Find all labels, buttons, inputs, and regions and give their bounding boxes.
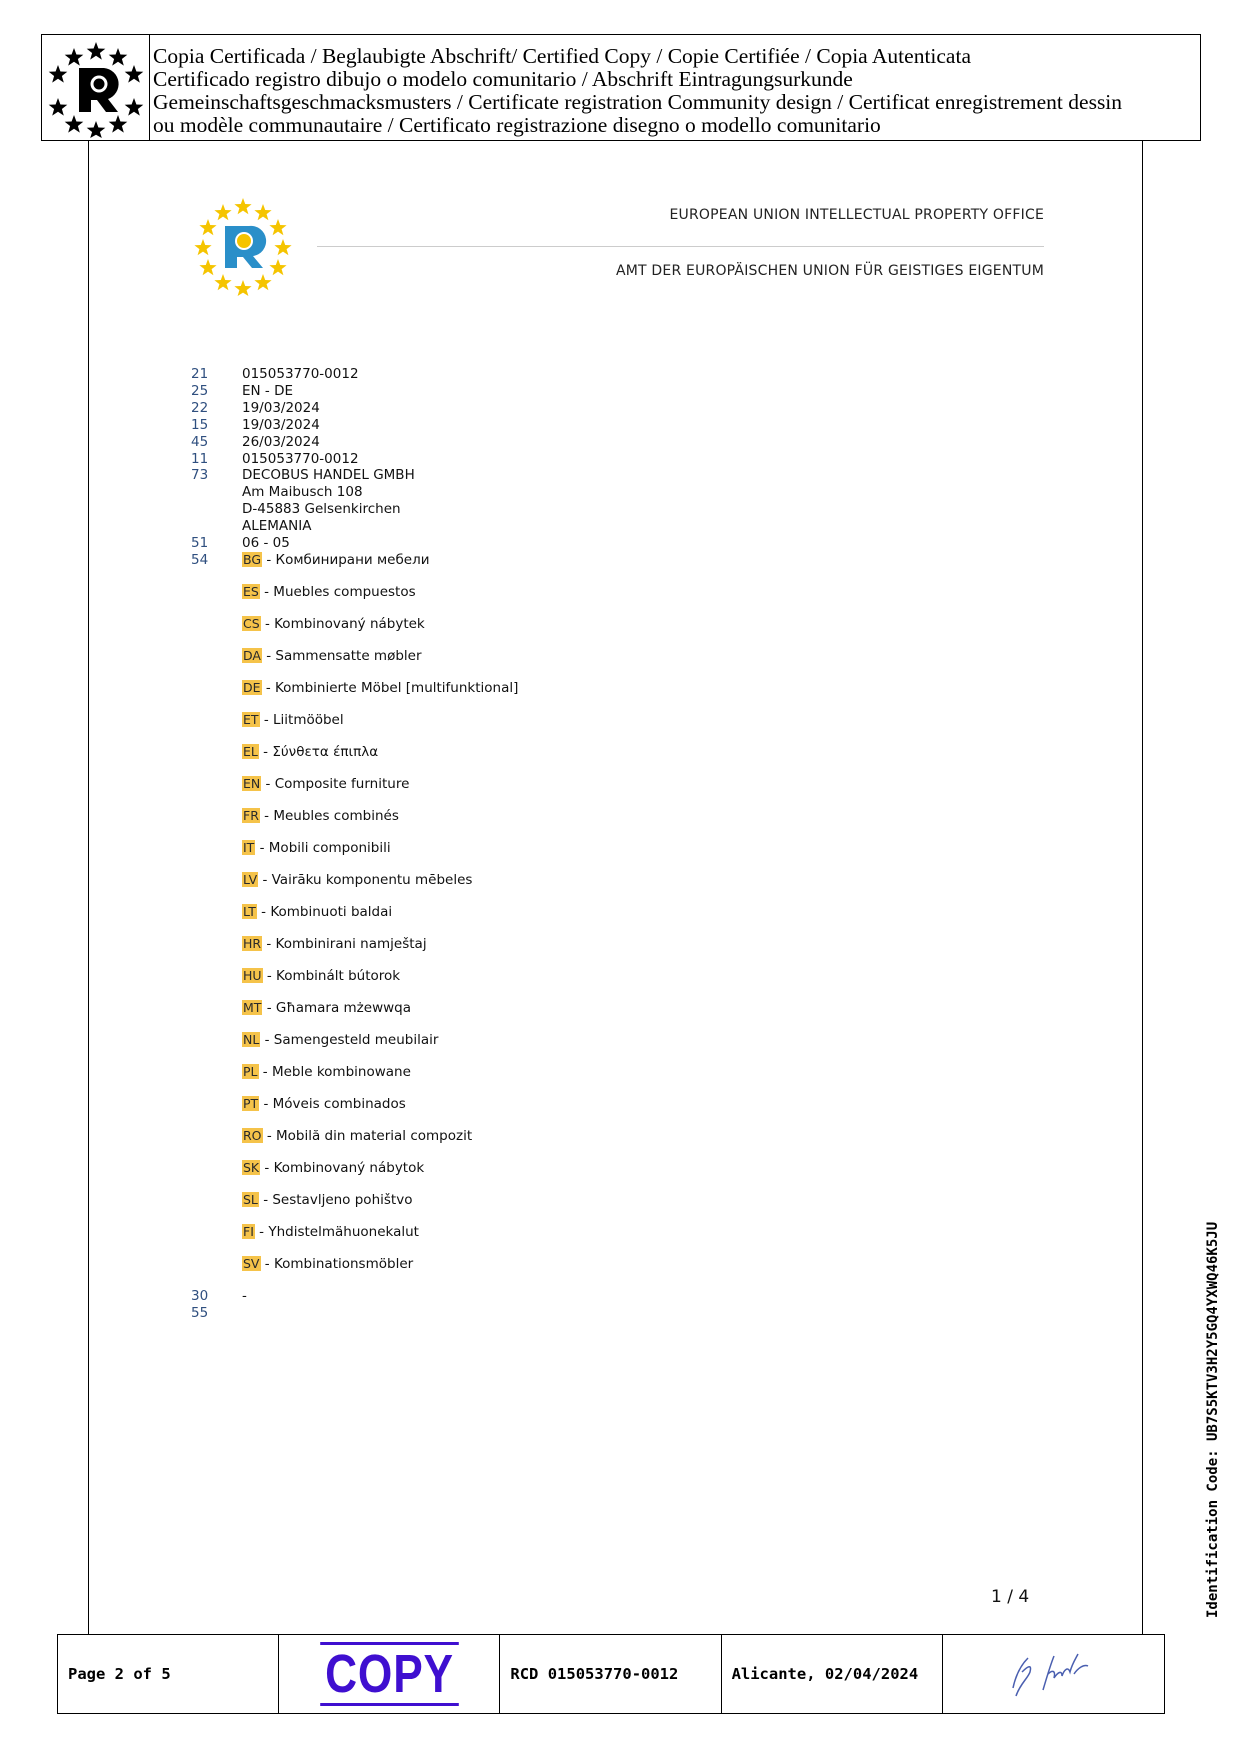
product-indication-text: - Kombinationsmöbler — [260, 1255, 414, 1272]
language-code-badge: SL — [243, 1191, 258, 1207]
product-indication-item — [242, 712, 518, 744]
holder-address — [242, 467, 415, 535]
field-value — [242, 451, 359, 468]
banner-line: ou modèle communautaire / Certificato registrazione disegno o modello comunitario — [153, 113, 881, 137]
language-code-badge: FR — [243, 807, 259, 823]
product-indication-item — [242, 648, 518, 680]
product-indication-item — [242, 872, 518, 904]
product-indication-item — [242, 552, 518, 584]
product-indication-item — [242, 1224, 518, 1256]
language-code-badge: NL — [243, 1031, 260, 1047]
product-indication-text: - Kombinovaný nábytek — [260, 615, 425, 632]
euipo-bw-logo-icon — [42, 35, 150, 140]
field-code: 22 — [191, 399, 209, 416]
banner-line: Certificado registro dibujo o modelo comunitario / Abschrift Eintragungsurkunde — [153, 67, 853, 91]
product-indication-text: - Mobili componibili — [255, 839, 391, 856]
product-indication-item — [242, 1128, 518, 1160]
product-indication-item — [242, 808, 518, 840]
language-code-badge: SV — [243, 1255, 260, 1271]
product-indication-text: - Комбинирани мебели — [262, 551, 430, 568]
field-value — [242, 417, 320, 434]
product-indication-text: - Móveis combinados — [259, 1095, 406, 1112]
language-code-badge: SK — [243, 1159, 260, 1175]
product-indication-text: - Mobilă din material compozit — [262, 1127, 473, 1144]
banner-line: Copia Certificada / Beglaubigte Abschrift/ Certified Copy / Copie Certifiée / Copia Autenticata — [153, 44, 971, 68]
field-row-indication — [191, 552, 518, 1288]
language-code-badge: LV — [243, 871, 258, 887]
language-code-badge: PT — [243, 1095, 259, 1111]
product-indication-item — [242, 968, 518, 1000]
field-code: 25 — [191, 382, 209, 399]
language-code-badge: HU — [243, 967, 262, 983]
language-code-badge: PL — [243, 1063, 258, 1079]
field-code: 55 — [191, 1304, 209, 1321]
identification-code: Identification Code: UB7S5KTV3H2Y5GQ4YXWQ46K5JU — [1205, 1221, 1221, 1618]
field-code: 30 — [191, 1287, 209, 1304]
field-line: ALEMANIA — [242, 518, 312, 535]
product-indication-list — [242, 552, 518, 1288]
euipo-logo-icon — [193, 196, 293, 300]
field-line: 19/03/2024 — [242, 399, 320, 416]
field-value — [242, 383, 293, 400]
field-line: D-45883 Gelsenkirchen — [242, 501, 401, 518]
language-code-badge: ES — [243, 583, 259, 599]
banner-line: Gemeinschaftsgeschmacksmusters / Certificate registration Community design / Certificat enregistrement dessin — [153, 90, 1123, 114]
field-line: EN - DE — [242, 382, 294, 399]
language-code-badge: RO — [243, 1127, 262, 1143]
field-value — [242, 400, 320, 417]
field-code: 45 — [191, 433, 209, 450]
banner-text — [150, 35, 1122, 140]
field-value: - — [242, 1287, 247, 1304]
field-value — [242, 366, 359, 383]
product-indication-text: - Composite furniture — [261, 775, 410, 792]
language-code-badge: MT — [243, 999, 262, 1015]
header-divider — [317, 246, 1044, 247]
signature-icon — [998, 1644, 1108, 1704]
field-row — [191, 366, 518, 383]
registration-fields — [191, 366, 518, 1322]
language-code-badge: ET — [243, 711, 259, 727]
product-indication-text: - Meble kombinowane — [258, 1063, 411, 1080]
copy-stamp: COPY — [320, 1642, 459, 1706]
product-indication-item — [242, 1192, 518, 1224]
field-row — [191, 383, 518, 400]
language-code-badge: HR — [243, 935, 262, 951]
product-indication-item — [242, 584, 518, 616]
product-indication-text: - Għamara mżewwqa — [262, 999, 411, 1016]
language-code-badge: CS — [243, 615, 260, 631]
field-row — [191, 535, 518, 552]
product-indication-text: - Samengesteld meubilair — [260, 1031, 439, 1048]
product-indication-text: - Kombinierte Möbel [multifunktional] — [261, 679, 519, 696]
product-indication-text: - Meubles combinés — [259, 807, 399, 824]
product-indication-text: - Kombinált bútorok — [262, 967, 401, 984]
product-indication-text: - Kombinirani namještaj — [262, 935, 427, 952]
field-code: 15 — [191, 416, 209, 433]
product-indication-item — [242, 840, 518, 872]
product-indication-item — [242, 616, 518, 648]
product-indication-text: - Vairāku komponentu mēbeles — [258, 871, 473, 888]
page-counter: 1 / 4 — [991, 1587, 1030, 1607]
field-row — [191, 434, 518, 451]
footer-table — [57, 1634, 1165, 1714]
product-indication-item — [242, 776, 518, 808]
footer-page-number: Page 2 of 5 — [58, 1635, 279, 1713]
product-indication-item — [242, 936, 518, 968]
field-row — [191, 400, 518, 417]
field-row — [191, 417, 518, 434]
field-line: 06 - 05 — [242, 535, 290, 552]
copy-stamp-cell — [279, 1635, 500, 1713]
language-code-badge: DA — [243, 647, 261, 663]
product-indication-text: - Yhdistelmähuonekalut — [254, 1223, 419, 1240]
product-indication-item — [242, 744, 518, 776]
footer-place-date: Alicante, 02/04/2024 — [722, 1635, 943, 1713]
language-code-badge: EN — [243, 775, 261, 791]
field-line: 015053770-0012 — [242, 366, 359, 382]
office-name-en: EUROPEAN UNION INTELLECTUAL PROPERTY OFFICE — [669, 207, 1044, 223]
language-code-badge: FI — [243, 1223, 254, 1239]
field-code: 73 — [191, 467, 209, 484]
language-code-badge: LT — [243, 903, 256, 919]
field-code: 21 — [191, 366, 209, 382]
document-page — [88, 141, 1143, 1635]
field-code: 51 — [191, 535, 209, 552]
product-indication-text: - Kombinuoti baldai — [256, 903, 393, 920]
product-indication-item — [242, 1000, 518, 1032]
product-indication-item — [242, 1032, 518, 1064]
field-line: Am Maibusch 108 — [242, 484, 363, 501]
field-line: 26/03/2024 — [242, 433, 320, 450]
certified-copy-banner — [41, 34, 1201, 141]
field-row — [191, 1288, 518, 1305]
product-indication-item — [242, 1064, 518, 1096]
product-indication-text: - Σύνθετα έπιπλα — [258, 743, 379, 760]
footer-rcd-number: RCD 015053770-0012 — [500, 1635, 721, 1713]
product-indication-text: - Liitmööbel — [259, 711, 344, 728]
language-code-badge: EL — [243, 743, 258, 759]
office-name-de: AMT DER EUROPÄISCHEN UNION FÜR GEISTIGES EIGENTUM — [615, 263, 1044, 279]
product-indication-text: - Sestavljeno pohištvo — [258, 1191, 413, 1208]
product-indication-item — [242, 680, 518, 712]
product-indication-item — [242, 1256, 518, 1288]
product-indication-item — [242, 1096, 518, 1128]
product-indication-item — [242, 1160, 518, 1192]
field-line: DECOBUS HANDEL GMBH — [242, 467, 415, 484]
product-indication-item — [242, 904, 518, 936]
field-code: 11 — [191, 450, 209, 467]
product-indication-text: - Muebles compuestos — [259, 583, 416, 600]
language-code-badge: IT — [243, 839, 255, 855]
product-indication-text: - Kombinovaný nábytok — [260, 1159, 425, 1176]
product-indication-text: - Sammensatte møbler — [261, 647, 422, 664]
field-row — [191, 467, 518, 535]
field-value — [242, 434, 320, 451]
field-line: 19/03/2024 — [242, 416, 320, 433]
language-code-badge: DE — [243, 679, 261, 695]
field-code: 54 — [191, 551, 209, 568]
field-row — [191, 1305, 518, 1322]
field-value — [242, 535, 290, 552]
field-row — [191, 451, 518, 468]
field-line: 015053770-0012 — [242, 450, 359, 467]
language-code-badge: BG — [243, 551, 262, 567]
signature-cell — [943, 1635, 1164, 1713]
